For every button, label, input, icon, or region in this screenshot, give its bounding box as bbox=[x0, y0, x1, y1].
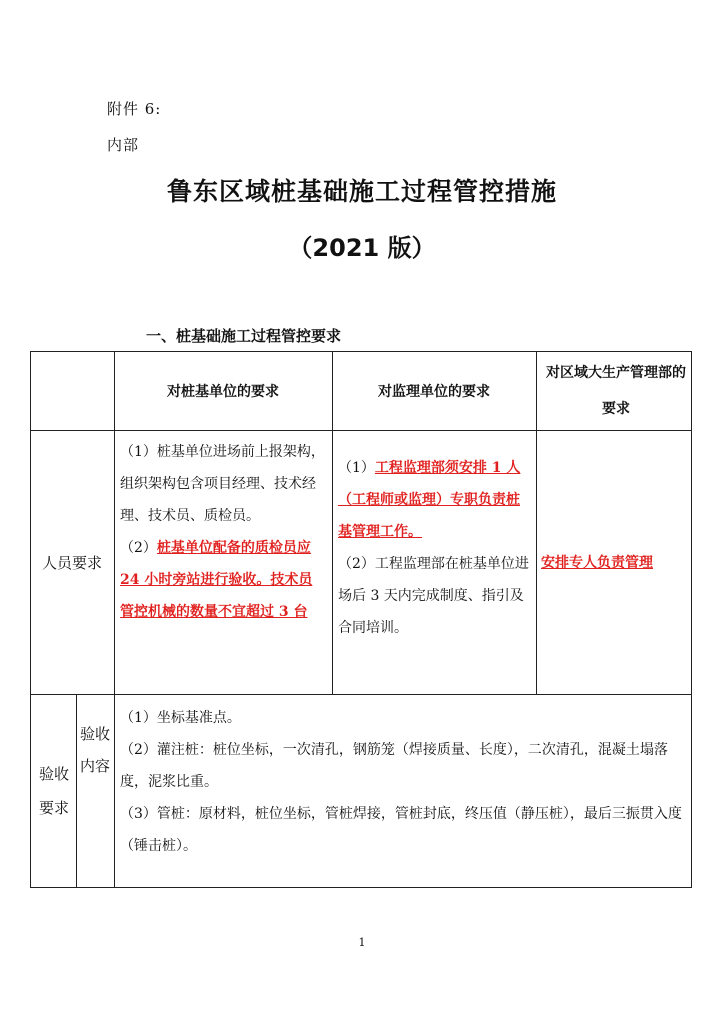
pile-unit-req-2 bbox=[120, 532, 326, 628]
supervision-requirements bbox=[338, 452, 532, 644]
header-pile-unit: 对桩基单位的要求 bbox=[167, 383, 279, 400]
document-title: 鲁东区域桩基础施工过程管控措施 bbox=[166, 177, 557, 206]
pile-unit-req-2-highlight: 桩基单位配备的质检员应 24 小时旁站进行验收。技术员管控机械的数量不宜超过 3 台 bbox=[120, 540, 313, 620]
regional-req-text: 安排专人负责管理 bbox=[541, 555, 653, 571]
row-label-personnel: 人员要求 bbox=[41, 553, 102, 572]
regional-requirement bbox=[541, 547, 689, 579]
supervision-req-1-prefix: （1） bbox=[338, 460, 375, 476]
classification-label: 内部 bbox=[107, 136, 140, 154]
acceptance-content bbox=[120, 702, 688, 862]
page-number: 1 bbox=[358, 936, 366, 949]
acceptance-item-2: （2）灌注桩：桩位坐标，一次清孔，钢筋笼（焊接质量、长度），二次清孔，混凝土塌落度，泥浆比重。 bbox=[120, 742, 668, 790]
document-version: （2021 版） bbox=[288, 234, 436, 262]
pile-unit-req-1: （1）桩基单位进场前上报架构，组织架构包含项目经理、技术经理、技术员、质检员。 bbox=[120, 444, 325, 524]
supervision-req-1 bbox=[338, 452, 532, 548]
section-heading: 一、桩基础施工过程管控要求 bbox=[146, 327, 342, 345]
supervision-req-1-highlight: 工程监理部须安排 1 人（工程师或监理）专职负责桩基管理工作。 bbox=[338, 460, 521, 540]
header-supervision-unit: 对监理单位的要求 bbox=[378, 383, 490, 400]
supervision-req-2: （2）工程监理部在桩基单位进场后 3 天内完成制度、指引及合同培训。 bbox=[338, 556, 529, 636]
acceptance-item-1: （1）坐标基准点。 bbox=[120, 710, 241, 726]
row-label-acceptance: 验收要求 bbox=[38, 765, 69, 817]
acceptance-sublabel: 验收内容 bbox=[80, 725, 111, 775]
pile-unit-req-2-prefix: （2） bbox=[120, 540, 157, 556]
attachment-label: 附件 6: bbox=[107, 100, 162, 118]
pile-unit-requirements bbox=[120, 436, 326, 628]
acceptance-item-3: （3）管桩：原材料，桩位坐标，管桩焊接，管桩封底，终压值（静压桩），最后三振贯入度（锤击桩）。 bbox=[120, 806, 682, 854]
header-regional-dept: 对区域大生产管理部的要求 bbox=[546, 364, 686, 417]
